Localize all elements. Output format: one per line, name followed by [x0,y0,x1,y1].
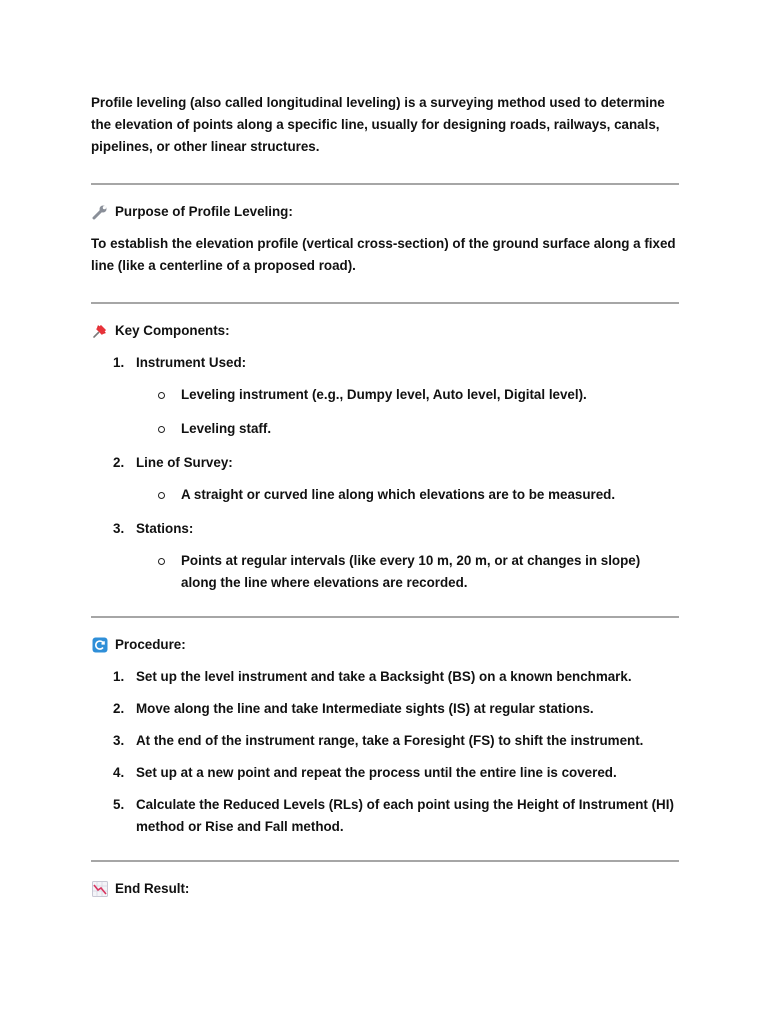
procedure-heading-text: Procedure: [115,637,186,652]
end-result-heading-text: End Result: [115,881,190,896]
divider [91,860,679,862]
bullet-icon [158,492,165,499]
list-item [91,352,679,440]
list-number: 4. [113,765,125,780]
list-item [91,730,679,752]
intro-paragraph: Profile leveling (also called longitudinal leveling) is a surveying method used to determine the elevation of points along a specific line, usually for designing roads, railways, canals, pipelines, or other linear structures. [91,95,665,154]
refresh-icon [91,636,109,654]
list-item-text: Set up the level instrument and take a Backsight (BS) on a known benchmark. [136,669,632,684]
components-list [91,352,679,594]
sub-list-item [136,384,679,406]
sub-list-item [136,418,679,440]
sub-list-item [136,550,679,594]
list-number: 2. [113,455,125,470]
sub-list-item-text: Leveling instrument (e.g., Dumpy level, Auto level, Digital level). [181,387,587,402]
purpose-heading-text: Purpose of Profile Leveling: [115,204,293,219]
chart-decreasing-icon [91,880,109,898]
list-item [91,518,679,594]
procedure-heading [91,634,679,656]
sub-list-item [136,484,679,506]
list-item-text: Move along the line and take Intermediate sights (IS) at regular stations. [136,701,594,716]
sub-list [136,484,679,506]
list-number: 3. [113,733,125,748]
components-heading [91,320,679,342]
sub-list [136,384,679,440]
list-number: 1. [113,669,125,684]
pushpin-icon [91,322,109,340]
end-result-heading [91,878,679,900]
document-page [91,92,679,910]
list-item-label: Stations: [136,521,194,536]
sub-list [136,550,679,594]
list-item-label: Instrument Used: [136,355,247,370]
list-item [91,698,679,720]
list-item [91,666,679,688]
bullet-icon [158,558,165,565]
list-item-text: At the end of the instrument range, take a Foresight (FS) to shift the instrument. [136,733,644,748]
purpose-heading [91,201,679,223]
wrench-icon [91,203,109,221]
sub-list-item-text: A straight or curved line along which elevations are to be measured. [181,487,616,502]
divider [91,616,679,618]
bullet-icon [158,426,165,433]
list-item [91,762,679,784]
sub-list-item-text: Points at regular intervals (like every 10 m, 20 m, or at changes in slope) along the line where elevations are recorded. [181,553,641,590]
list-item-text: Calculate the Reduced Levels (RLs) of each point using the Height of Instrument (HI) method or Rise and Fall method. [136,797,674,834]
divider [91,302,679,304]
list-item-text: Set up at a new point and repeat the process until the entire line is covered. [136,765,617,780]
components-heading-text: Key Components: [115,323,230,338]
list-item [91,794,679,838]
list-number: 2. [113,701,125,716]
procedure-list [91,666,679,838]
list-item [91,452,679,506]
list-number: 5. [113,797,125,812]
divider [91,183,679,185]
list-number: 3. [113,521,125,536]
list-number: 1. [113,355,125,370]
purpose-text: To establish the elevation profile (vertical cross-section) of the ground surface along a fixed line (like a centerline of a proposed road). [91,236,676,273]
list-item-label: Line of Survey: [136,455,233,470]
sub-list-item-text: Leveling staff. [181,421,272,436]
bullet-icon [158,392,165,399]
